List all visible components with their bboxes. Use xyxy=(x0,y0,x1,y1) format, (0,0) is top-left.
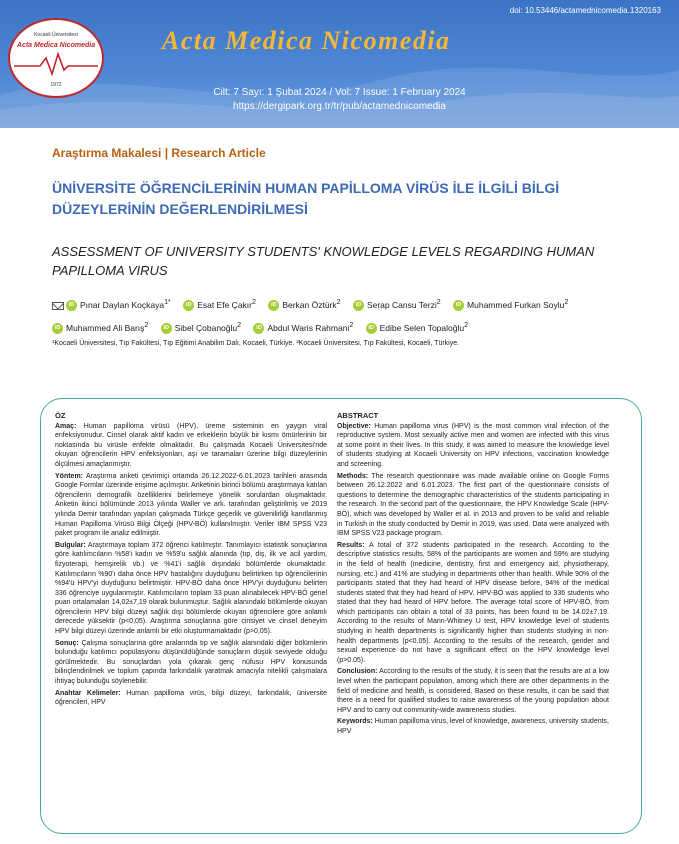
abstract-turkish xyxy=(55,411,327,710)
author-name: Abdul Waris Rahmani xyxy=(267,322,350,333)
author-name: Berkan Öztürk xyxy=(282,299,337,310)
orcid-icon[interactable]: iD xyxy=(52,323,63,334)
author-name: Esat Efe Çakır xyxy=(197,299,252,310)
section-text: The research questionnaire was made available online on Google Forms between 26.12.2022 and 6.01.2023. The first part of the questionnaire consists of questions to determine the demographic characteristics of the students participating in the research. In the second part of the questionnaire, the HPV Knowledge Scale (HPV-BÖ), which was developed by Waller et al. in 2013 and proven to be valid and reliable in Turkish in the study conducted by Demir in 2019, was used. Data were analyzed with IBM SPSS V23 package program. xyxy=(337,472,609,538)
abstract-section xyxy=(337,667,609,715)
section-text: Çalışma sonuçlarına göre aralarında tıp ve sağlık alanındaki diğer bölümlerin bulunduğu katılımcı popülasyonu düşünüldüğünde sonuçların düşük seviyede olduğu görülmektedir. Bu sonuçlardan yola çıkarak genç nüfusu HPV konusunda bilinçlendirilmek ve toplum çapında farkındalık yaratmak amacıyla nitelikli çalışmalara ihtiyaç bulunduğu söylenebilir. xyxy=(55,639,327,686)
abstract-section xyxy=(337,422,609,470)
author-item[interactable] xyxy=(268,292,340,315)
section-label: Keywords: xyxy=(337,718,373,726)
section-text: Human papilloma virus, level of knowledge, awareness, university students, HPV xyxy=(337,718,609,735)
author-list xyxy=(52,292,642,338)
author-affil-sup: 2 xyxy=(336,298,341,306)
email-icon[interactable] xyxy=(52,302,64,310)
affiliations: ¹Kocaeli Üniversitesi, Tıp Fakültesi, Tıp Eğitimi Anabilim Dalı, Kocaeli, Türkiye. ²Kocaeli Üniversitesi, Tıp Fakültesi, Kocaeli, Türkiye. xyxy=(52,340,460,347)
orcid-icon[interactable]: iD xyxy=(183,300,194,311)
author-affil-sup: 2 xyxy=(237,320,242,329)
author-item[interactable] xyxy=(52,292,171,315)
orcid-icon[interactable]: iD xyxy=(366,323,377,334)
author-affil-sup: 2 xyxy=(144,320,149,329)
author-affil-sup: 2 xyxy=(252,298,256,306)
ecg-line-icon xyxy=(10,50,102,80)
orcid-icon[interactable]: iD xyxy=(353,300,364,311)
section-label: Conclusion: xyxy=(337,668,378,676)
abstract-section xyxy=(55,422,327,470)
section-text: Human papilloma virüs, bilgi düzeyi, farkındalık, üniversite öğrencileri, HPV xyxy=(55,689,327,707)
logo-year: 1972 xyxy=(50,82,62,88)
author-item[interactable] xyxy=(366,315,468,338)
article-type-label: Araştırma Makalesi | Research Article xyxy=(52,146,266,160)
author-name: Muhammed Ali Barış xyxy=(66,322,145,333)
author-name: Pınar Daylan Koçkaya xyxy=(80,299,165,310)
section-label: Results: xyxy=(337,541,365,549)
section-text: Human papilloma virüsü (HPV), üreme sisteminin en yaygın viral enfeksiyonudur. Cinsel olarak aktif kadın ve erkeklerin büyük bir kısmı ömürlerinin bir noktasında bu virüsle enfekte olmaktadır. Bu çalışmada Kocaeli Üniversitesi'nde okuyan öğrencilerin HPV enfeksiyonları, aşı ve taramaları üzerine bilgi düzeylerinin ölçülmesi amaçlanmıştır. xyxy=(55,422,327,468)
orcid-icon[interactable]: iD xyxy=(66,300,77,311)
abstract-section xyxy=(55,541,327,637)
abstract-box xyxy=(40,398,642,834)
author-item[interactable] xyxy=(183,292,256,315)
section-label: Bulgular: xyxy=(55,541,86,549)
author-item[interactable] xyxy=(52,315,148,338)
section-label: Methods: xyxy=(337,472,369,480)
abstract-section xyxy=(55,472,327,539)
author-affil-sup: 2 xyxy=(564,298,569,306)
abstract-section xyxy=(337,472,609,539)
section-text: Araştırma anketi çevrimiçi ortamda 26.12.2022-6.01.2023 tarihleri arasında Google Formlar üzerinde erişime açılmıştır. Anketinin birinci bölümü araştırmaya katılan öğrencilerin demografik özelliklerini belirlemeye yönelik sorulardan oluşmaktadır. Anketin ikinci bölümünde 2013 yılında Waller ve ark. tarafından geliştirilmiş ve 2019 yılında Demir tarafından yapılan çalışmada Türkçe geçerlik ve güvenilirliği kanıtlanmış Human Papilloma Virüsü Bilgi Ölçeği (HPV-BÖ) kullanılmıştır. Veriler IBM SPSS V23 paket program ile analiz edilmiştir. xyxy=(55,472,327,538)
title-turkish: ÜNİVERSİTE ÖĞRENCİLERİNİN HUMAN PAPİLLOMA VİRÜS İLE İLGİLİ BİLGİ DÜZEYLERİNİN DEĞERLENDİRİLMESİ xyxy=(52,180,560,217)
author-name: Sibel Çobanoğlu xyxy=(174,322,238,333)
author-affil-sup: 2 xyxy=(349,320,354,329)
orcid-icon[interactable]: iD xyxy=(253,323,264,334)
journal-title: Acta Medica Nicomedia xyxy=(162,26,451,55)
logo-journal-name: Acta Medica Nicomedia xyxy=(16,42,96,49)
journal-url-link[interactable]: https://dergipark.org.tr/tr/pub/actamednicomedia xyxy=(233,101,446,112)
section-label: Objective: xyxy=(337,422,371,430)
abstract-section xyxy=(55,689,327,708)
orcid-icon[interactable]: iD xyxy=(453,300,464,311)
section-label: Amaç: xyxy=(55,422,77,430)
section-text: Araştırmaya toplam 372 öğrenci katılmıştır. Tanımlayıcı istatistik sonuçlarına göre katılımcıların %58'i kadın ve %59'u sağlık alanında (tıp, diş, ilk ve acil yardım, fizyoterapi, hemşirelik vb.) ve %41'i sağlık dışındaki bölümlerde okumaktadır. Katılımcıların %90'ı daha önce HPV hastalığını duyduğunu belirtirken tıp öğrencilerinin %94'ü HPV'yi duyduğunu belirtmiştir. HPV-BÖ daha önce HPV'yi duyduğunu belirten 336 öğrenciye uygulanmıştır. Katılımcıların toplam 33 puan alınabilecek HPV-BÖ genel puan ortalamaları 14,02±7,19 olarak bulunmuştur. Sağlık alanındaki bölümlerde okuyan öğrencilerin HPV bilgi düzeyi sağlık dışı bölümlerde okuyan öğrencilere göre anlamlı derecede yüksektir (p<0,05). Araştırma sonuçlarına göre cinsiyet ve cinsel deneyim HPV bilgi düzeyi üzerinde anlamlı bir etki oluşturmamaktadır (p>0,05). xyxy=(55,541,327,636)
author-item[interactable] xyxy=(253,315,353,338)
title-english: ASSESSMENT OF UNIVERSITY STUDENTS' KNOWLEDGE LEVELS REGARDING HUMAN PAPILLOMA VIRUS xyxy=(52,244,595,278)
author-affil-sup: 1* xyxy=(164,298,171,306)
section-text: According to the results of the study, it is seen that the results are at a low level when the participant population, among which there are other departments in the field of medicine and health, is considered. Based on these results, it can be said that there is a need for qualified studies to raise awareness of the young population about HPV and to carry out community-wide awareness studies. xyxy=(337,668,610,714)
section-text: A total of 372 students participated in the research. According to the descriptive statistics results, 58% of the participants are women and 59% are studying in the field of health (medicine, dentistry, first and emergency aid, physiotherapy, nursing, etc.) and 41% are studying in departments other than health. While 90% of the participants stated that they had heard of HPV disease before, 94% of the medical students stated that they had heard of HPV. HPV-BÖ was applied to 336 students who stated that they had heard of HPV before. The average total score of HPV-BÖ, from which participants can obtain a total of 33 points, has been found to be 14.02±7.19. According to the results of Mann-Whitney U test, HPV knowledge level of students studying in health departments is significantly higher than students studying in non-health departments (p<0.05). According to the results of the research, gender and sexual experience do not have a significant effect on the HPV knowledge level (p>0.05). xyxy=(337,541,610,664)
journal-logo xyxy=(8,18,104,98)
abstract-section xyxy=(337,541,609,666)
section-text: Human papilloma virus (HPV) is the most common viral infection of the reproductive system. Most sexually active men and women are infected with this virus at some point in their lives. In this study, it was aimed to measure the knowledge level of students studying at Kocaeli University on HPV infections, vaccination knowledge and screening. xyxy=(337,422,609,468)
abstract-section xyxy=(55,639,327,687)
abstract-english xyxy=(337,411,609,739)
orcid-icon[interactable]: iD xyxy=(268,300,279,311)
issue-line: Cilt: 7 Sayı: 1 Şubat 2024 / Vol: 7 Issue: 1 February 2024 xyxy=(213,87,466,98)
author-name: Serap Cansu Terzi xyxy=(366,299,437,310)
section-label: Yöntem: xyxy=(55,472,83,480)
doi-text[interactable]: doi: 10.53446/actamednicomedia.1320163 xyxy=(509,6,661,15)
abstract-section xyxy=(337,717,609,736)
author-affil-sup: 2 xyxy=(436,298,441,306)
section-label: Sonuç: xyxy=(55,639,79,647)
author-affil-sup: 2 xyxy=(464,320,469,329)
author-item[interactable] xyxy=(453,292,568,315)
abstract-heading: ABSTRACT xyxy=(337,411,379,420)
abstract-heading: ÖZ xyxy=(55,411,66,420)
section-label: Anahtar Kelimeler: xyxy=(55,689,121,697)
author-item[interactable] xyxy=(353,292,441,315)
author-name: Muhammed Furkan Soylu xyxy=(467,299,565,310)
journal-banner xyxy=(0,0,679,128)
author-item[interactable] xyxy=(161,315,241,338)
logo-university-text: Kocaeli Üniversitesi xyxy=(34,32,78,38)
author-name: Edibe Selen Topaloğlu xyxy=(379,322,465,333)
orcid-icon[interactable]: iD xyxy=(161,323,172,334)
